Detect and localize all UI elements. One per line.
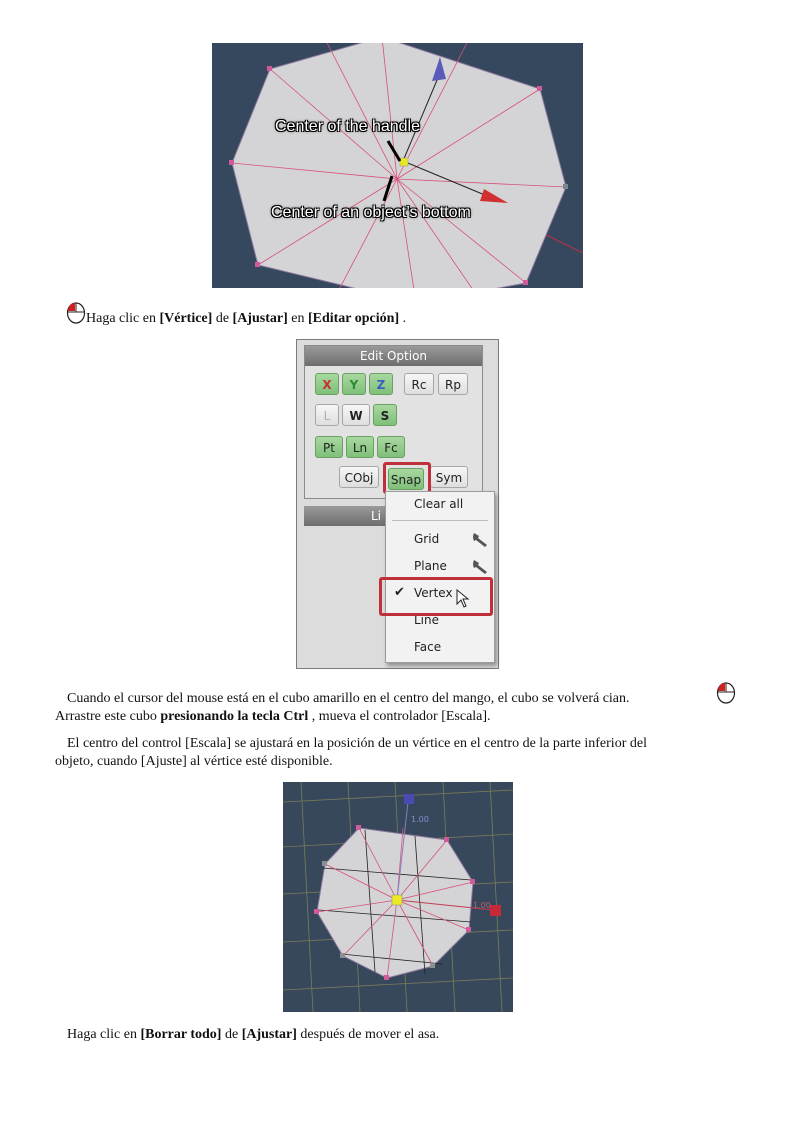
menu-item-label: Vertex (414, 586, 453, 600)
sym-button[interactable]: Sym (430, 466, 468, 488)
mouse-click-icon (716, 680, 736, 704)
menu-item-label: Grid (414, 532, 440, 546)
line-toggle[interactable]: Ln (346, 436, 374, 458)
edit-option-screenshot (296, 339, 499, 669)
para1-line1: Cuando el cursor del mouse está en el cubo amarillo en el centro del mango, el cubo se volverá cian. (67, 691, 630, 706)
vertex-term: [Vértice] (159, 311, 213, 326)
instruction-click-vertex (66, 300, 406, 326)
ctrl-key-term: presionando la tecla Ctrl (160, 709, 309, 724)
vertex-highlight-frame (379, 577, 493, 616)
axis-z-toggle[interactable]: Z (369, 373, 393, 395)
point-toggle[interactable]: Pt (315, 436, 343, 458)
connector-text: de (215, 311, 230, 326)
paragraph-snap-vertex-line2: objeto, cuando [Ajuste] al vértice esté disponible. (55, 754, 333, 769)
edit-option-term: [Editar opción] (307, 311, 400, 326)
figure-snapped-handle (283, 782, 513, 1012)
menu-item-plane[interactable] (386, 554, 494, 578)
rp-button[interactable]: Rp (438, 373, 468, 395)
edit-option-panel (304, 345, 483, 499)
checkmark-icon: ✔ (394, 585, 405, 600)
menu-item-clear-all[interactable] (386, 492, 494, 516)
paragraph-snap-vertex-line1: El centro del control [Escala] se ajustará en la posición de un vértice en el centro de la parte inferior del (67, 736, 647, 751)
connector-text: en (291, 311, 305, 326)
clear-all-term: [Borrar todo] (140, 1027, 222, 1042)
wrench-icon[interactable] (472, 531, 490, 547)
para1-line2-end: , mueva el controlador [Escala]. (311, 709, 491, 724)
face-toggle[interactable]: Fc (377, 436, 405, 458)
menu-item-label: Face (414, 640, 442, 654)
period-text: . (402, 311, 407, 326)
decagon-object-top-view (212, 43, 583, 288)
menu-item-face[interactable] (386, 635, 494, 659)
menu-item-grid[interactable] (386, 527, 494, 551)
axis-y-toggle[interactable]: Y (342, 373, 366, 395)
snap-button[interactable]: Snap (388, 468, 424, 490)
menu-item-label: Line (414, 613, 440, 627)
snapped-decagon-view (283, 782, 513, 1012)
label-center-of-object-bottom: Center of an object’s bottom (271, 204, 471, 221)
cobj-button[interactable]: CObj (339, 466, 379, 488)
edit-option-title: Edit Option (305, 346, 482, 366)
screen-toggle[interactable]: S (373, 404, 397, 426)
secondary-panel-label: Li (371, 509, 382, 523)
menu-item-label: Clear all (414, 497, 464, 511)
rc-button[interactable]: Rc (404, 373, 434, 395)
menu-separator (392, 520, 488, 521)
instruction-text-end: después de mover el asa. (300, 1027, 440, 1042)
instruction-text: Haga clic en (67, 1027, 137, 1042)
figure-handle-center (212, 43, 583, 288)
world-toggle[interactable]: W (342, 404, 370, 426)
mouse-click-icon (66, 300, 86, 324)
y-axis-scale-label: 1.00 (411, 815, 429, 824)
connector-text: de (224, 1027, 239, 1042)
instruction-text: Haga clic en (86, 311, 156, 326)
menu-item-label: Plane (414, 559, 447, 573)
paragraph-cursor-cube (67, 690, 630, 708)
wrench-icon[interactable] (472, 558, 490, 574)
para1-line2-start: Arrastre este cubo (55, 709, 157, 724)
axis-x-toggle[interactable]: X (315, 373, 339, 395)
snap-term: [Ajustar] (232, 311, 288, 326)
x-axis-scale-label: 1.00 (473, 901, 491, 910)
local-toggle[interactable]: L (315, 404, 339, 426)
snap-highlight-frame (383, 462, 431, 494)
paragraph-drag-cube (55, 708, 491, 726)
snap-term: [Ajustar] (241, 1027, 297, 1042)
instruction-clear-all (67, 1026, 439, 1044)
label-center-of-handle: Center of the handle (275, 118, 420, 135)
